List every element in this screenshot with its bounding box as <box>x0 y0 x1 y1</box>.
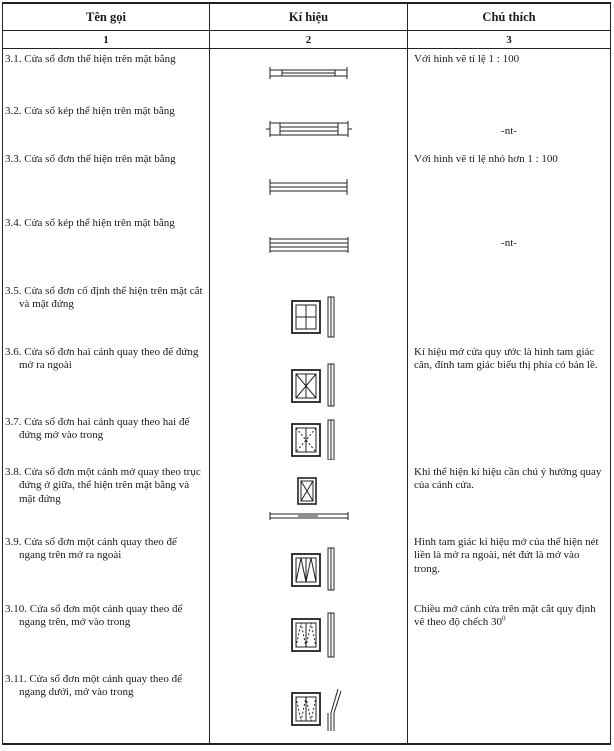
row-note <box>408 599 611 669</box>
row-symbol <box>210 281 408 342</box>
table-row <box>3 342 611 412</box>
row-symbol <box>210 49 408 101</box>
row-note <box>408 669 611 744</box>
row-name: 3.5. Cửa sổ đơn cố định thể hiện trên mặt cắt và mặt đứng <box>3 281 210 342</box>
window-symbols-table <box>2 2 611 745</box>
row-name: 3.8. Cửa sổ đơn một cánh mở quay theo trục đứng ở giữa, thể hiện trên mặt bằng và mặt đứng <box>3 462 210 532</box>
row-symbol <box>210 532 408 599</box>
row-name: 3.9. Cửa sổ đơn một cánh quay theo đế ngang trên mở ra ngoài <box>3 532 210 599</box>
row-note-text: Chiều mở cánh cửa trên mặt cắt quy định vẽ theo độ chếch 30 <box>414 602 596 628</box>
row-symbol <box>210 101 408 149</box>
table-row <box>3 412 611 462</box>
table-row <box>3 101 611 149</box>
top-hung-out-window-symbol-icon <box>210 532 410 597</box>
row-note: Với hình vẽ tỉ lệ 1 : 100 <box>408 49 611 101</box>
column-number-3: 3 <box>408 31 611 49</box>
row-symbol <box>210 599 408 669</box>
row-name: 3.3. Cửa sổ đơn thể hiện trên mặt bằng <box>3 149 210 213</box>
row-note: Với hình vẽ tỉ lệ nhỏ hơn 1 : 100 <box>408 149 611 213</box>
bottom-hung-in-window-symbol-icon <box>210 669 410 742</box>
row-note <box>408 412 611 462</box>
column-number-row <box>3 31 611 49</box>
row-symbol <box>210 669 408 744</box>
degree-superscript: 0 <box>501 614 506 623</box>
table-row <box>3 669 611 744</box>
row-symbol <box>210 462 408 532</box>
table-row <box>3 281 611 342</box>
row-note: Kí hiệu mở cửa quy ước là hình tam giác cân, đỉnh tam giác biểu thị phía có bản lề. <box>408 342 611 412</box>
row-name: 3.7. Cửa sổ đơn hai cánh quay theo hai đế đứng mở vào trong <box>3 412 210 462</box>
table-row <box>3 149 611 213</box>
row-note: -nt- <box>408 213 611 281</box>
top-hung-in-window-symbol-icon <box>210 599 410 667</box>
row-note: Khi thể hiện kí hiệu cần chú ý hướng quay của cánh cửa. <box>408 462 611 532</box>
header-note: Chú thích <box>408 3 611 31</box>
row-name: 3.11. Cửa sổ đơn một cánh quay theo đế ngang dưới, mở vào trong <box>3 669 210 744</box>
header-symbol: Kí hiệu <box>210 3 408 31</box>
row-name: 3.4. Cửa sổ kép thể hiện trên mặt bằng <box>3 213 210 281</box>
row-name: 3.6. Cửa sổ đơn hai cánh quay theo đế đứng mở ra ngoài <box>3 342 210 412</box>
row-name: 3.2. Cửa sổ kép thể hiện trên mặt bằng <box>3 101 210 149</box>
table-row <box>3 532 611 599</box>
table-row <box>3 462 611 532</box>
fixed-window-symbol-icon <box>210 281 410 340</box>
column-number-1: 1 <box>3 31 210 49</box>
single-window-plan-small-scale-symbol-icon <box>210 149 410 211</box>
row-note <box>408 281 611 342</box>
header-row <box>3 3 611 31</box>
row-symbol <box>210 412 408 462</box>
row-symbol <box>210 342 408 412</box>
row-note: Hình tam giác kí hiệu mở của thể hiện nét liền là mở ra ngoài, nét đứt là mở vào trong. <box>408 532 611 599</box>
table-row <box>3 49 611 101</box>
pivot-window-symbol-icon <box>210 462 410 530</box>
row-symbol <box>210 213 408 281</box>
double-window-plan-small-scale-symbol-icon <box>210 213 410 279</box>
double-window-plan-symbol-icon <box>210 101 410 147</box>
document-table-page <box>2 2 610 748</box>
table-row <box>3 213 611 281</box>
column-number-2: 2 <box>210 31 408 49</box>
row-name: 3.1. Cửa sổ đơn thể hiện trên mặt bằng <box>3 49 210 101</box>
row-name: 3.10. Cửa sổ đơn một cánh quay theo đế ngang trên, mở vào trong <box>3 599 210 669</box>
row-note: -nt- <box>408 101 611 149</box>
table-row <box>3 599 611 669</box>
row-symbol <box>210 149 408 213</box>
header-name: Tên gọi <box>3 3 210 31</box>
casement-in-window-symbol-icon <box>210 412 410 460</box>
single-window-plan-symbol-icon <box>210 49 410 99</box>
casement-out-window-symbol-icon <box>210 342 410 410</box>
